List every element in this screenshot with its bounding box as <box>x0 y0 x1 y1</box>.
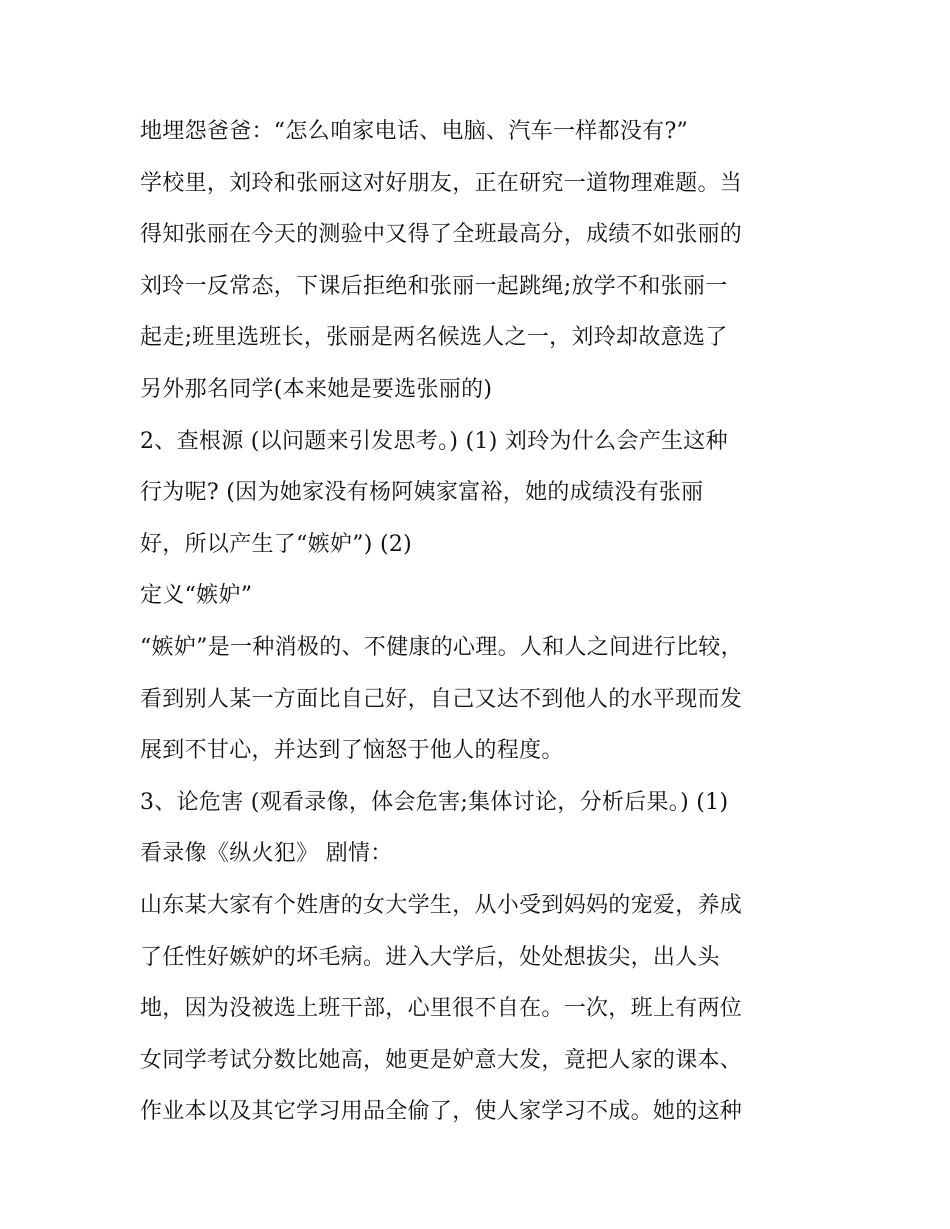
text-line: 起走;班里选班长，张丽是两名候选人之一，刘玲却故意选了 <box>140 325 728 351</box>
text-line: 展到不甘心，并达到了恼怒于他人的程度。 <box>140 738 564 764</box>
text-line: 行为呢? (因为她家没有杨阿姨家富裕，她的成绩没有张丽 <box>140 480 704 506</box>
text-line: 了任性好嫉妒的坏毛病。进入大学后，处处想拔尖，出人头 <box>140 944 720 970</box>
text-line: 得知张丽在今天的测验中又得了全班最高分，成绩不如张丽的 <box>140 222 743 248</box>
definition-heading: 定义“嫉妒” <box>140 583 253 609</box>
text-line: 地埋怨爸爸：“怎么咱家电话、电脑、汽车一样都没有?” <box>140 119 689 144</box>
section-heading-2: 2、查根源 (以问题来引发思考。) (1) 刘玲为什么会产生这种 <box>140 428 728 454</box>
text-line: 看到别人某一方面比自己好，自己又达不到他人的水平现而发 <box>140 686 743 712</box>
text-line: 另外那名同学(本来她是要选张丽的) <box>140 376 493 402</box>
text-line: 看录像《纵火犯》 剧情： <box>140 841 393 867</box>
text-line: 学校里，刘玲和张丽这对好朋友，正在研究一道物理难题。当 <box>140 170 743 196</box>
text-line: 好，所以产生了“嫉妒”) (2) <box>140 531 413 557</box>
text-line: 地，因为没被选上班干部，心里很不自在。一次，班上有两位 <box>140 996 743 1022</box>
text-line: 山东某大家有个姓唐的女大学生，从小受到妈妈的宠爱，养成 <box>140 892 743 918</box>
text-line: 作业本以及其它学习用品全偷了，使人家学习不成。她的这种 <box>140 1099 743 1125</box>
text-line: 女同学考试分数比她高，她更是妒意大发，竟把人家的课本、 <box>140 1047 743 1073</box>
section-heading-3: 3、论危害 (观看录像，体会危害;集体讨论，分析后果。) (1) <box>140 789 729 815</box>
text-line: 刘玲一反常态，下课后拒绝和张丽一起跳绳;放学不和张丽一 <box>140 273 728 299</box>
document-body <box>140 106 820 1138</box>
text-line: “嫉妒”是一种消极的、不健康的心理。人和人之间进行比较， <box>140 634 743 660</box>
